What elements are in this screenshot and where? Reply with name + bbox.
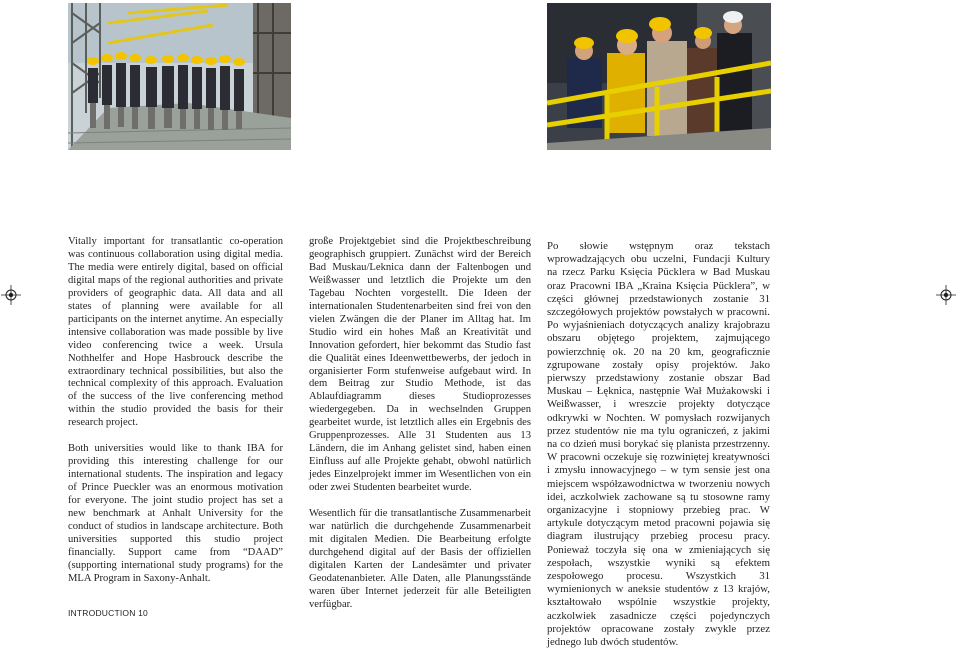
group-at-railing-image: [547, 3, 771, 150]
polish-paragraph-1: Po słowie wstępnym oraz tekstach wprowadzających obu uczelni, Fundacji Kultury na rzecz Parku Księcia Pücklera w Bad Muskau oraz Pracowni IBA „Kraina Księcia Pücklera”, w części głównej przedstawionych zostanie 31 szczegółowych projektów powstałych w pracowni. Po wyjaśnieniach dotyczących analizy krajobrazu obszaru objętego projektem, zajmującego powierzchnię ok. 20 na 20 km, geograficznie zgrupowane zostały opisy projektów. Jako pierwszy przedstawiony zostanie obszar Bad Muskau – Łęknica, następnie Wał Mużakowski i Weißwasser, i wreszcie projekty dotyczące odkrywki w Nochten. W pomysłach rozwijanych przez studentów nie ma tylu ograniczeń, z jakimi na co dzień musi borykać się planista przestrzenny. W pracowni oczekuje się rozwiniętej kreatywności i zmysłu innowacyjnego – w tym sensie jest ona miejscem współzawodnictwa w tworzeniu nowych idei, aczkolwiek zachowane są tu stosowne ramy organizacyjne i stopniowy przebieg prac. W artykule dotyczącym metod pracowni pojawia się diagram ilustrujący przebieg procesu pracy. Ponieważ toczyła się ona w zmieniających się zespołach, wszystkie wyniki są efektem zespołowego procesu. Wszystkich 31 wymienionych w aneksie studentów z 13 krajów, kształtowało wspólnie wszystkie projekty, aczkolwiek zasadnicze części pojedynczych projektów opracowane zostały zwykle przez jednego lub dwóch studentów.: [547, 240, 770, 649]
english-text-column: [68, 236, 283, 586]
group-photo-railing: [547, 3, 771, 150]
page-footer: INTRODUCTION 10: [68, 608, 148, 618]
english-paragraph-1: Vitally important for transatlantic co-operation was continuous collaboration using digital media. The media were entirely digital, based on official digital maps of the regional authorities and private providers of geographic data. All data and all states of planning were available for all participants on the internet anytime. An especially intensive collaboration was made possible by live video conferencing twice a week. Ursula Nothhelfer and Hope Hasbrouck describe the extraordinary technical possibilities, but also the technical complexity of this approach. Evaluation of the success of the live conferencing method within the studio provided the basis for their research project.: [68, 236, 283, 429]
group-photo-bridge: [68, 3, 291, 150]
german-paragraph-2: Wesentlich für die transatlantische Zusammenarbeit war natürlich die durchgehende Zusammenarbeit mit digitalen Medien. Die Bearbeitung erfolgte durchgehend digital auf der Basis der offiziellen digitalen Karten der Landesämter und privater Geodatenanbieter. Alle Daten, alle Planungsstände waren über Internet jederzeit für alle Beteiligten verfügbar.: [309, 508, 531, 610]
registration-mark-icon: [936, 285, 956, 305]
german-text-column: [309, 236, 531, 612]
registration-mark-icon: [1, 285, 21, 305]
german-paragraph-1: große Projektgebiet sind die Projektbeschreibung geographisch gruppiert. Zunächst wird der Bereich Bad Muskau/Leknica dann der Faltenbogen und Weißwasser und letztlich die Projekte um den Tagebau Nochten vorgestellt. Die Ideen der internationalen Studentenarbeiten sind frei von den vielen Zwängen die der Planer im Alltag hat. Im Studio wird ein hohes Maß an Kreativität und Innovation gefordert, hier bekommt das Studio fast die Qualität eines Ideenwettbewerbs, der jedoch in organisierter Form stufenweise aufgebaut wird. In dem Beitrag zur Studio Methode, ist das Ablaufdiagramm dieses Studioprozesses wiedergegeben. Da in wechselnden Gruppen gearbeitet wurde, ist letztlich alles ein Ergebnis des Gruppenprozesses. Alle 31 Studenten aus 13 Ländern, die im Anhang gelistet sind, haben einen Einfluss auf alle Projekte gehabt, obwohl natürlich jedes Einzelprojekt immer im Wesentlichen von ein oder zwei Studenten bearbeitet wurde.: [309, 236, 531, 494]
group-on-bridge-image: [68, 3, 291, 150]
polish-text-column: [547, 240, 770, 649]
english-paragraph-2: Both universities would like to thank IBA for providing this interesting challenge for our international students. The inspiration and legacy of Prince Pueckler was an enormous motivation for everyone. The joint studio project has set a new benchmark at Anhalt University for the conduct of studios in landscape architecture. Both universities supported this studio project financially. Support came from “DAAD” (supporting international study programs) for the MLA Program in Saxony-Anhalt.: [68, 443, 283, 584]
